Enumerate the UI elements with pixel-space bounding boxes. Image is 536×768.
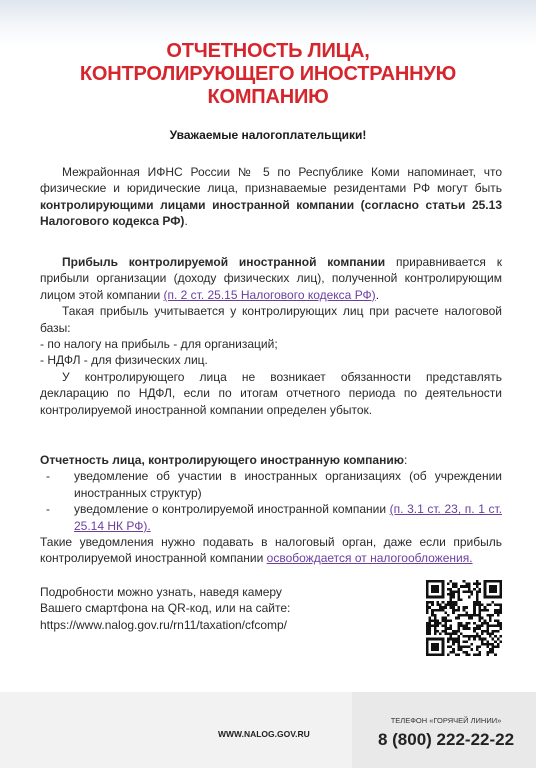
profit-bold: Прибыль контролируемой иностранной компании	[62, 255, 386, 269]
more-info-line-2: Вашего смартфона на QR-код, или на сайте:	[40, 601, 291, 616]
reporting-note-text: Такие уведомления нужно подавать в налоговый орган, даже если прибыль контролируемой иностранной компании	[40, 535, 502, 566]
more-info	[40, 584, 360, 633]
reporting-heading-end: :	[403, 453, 408, 467]
accounting-item-2: - НДФЛ - для физических лиц.	[40, 353, 208, 368]
intro-text: Межрайонная ИФНС России № 5 по Республике Коми напоминает, что физические и юридические лица, признаваемые резидентами РФ могут быть	[40, 165, 502, 196]
reporting-item-2	[40, 501, 502, 534]
hotline-label: ТЕЛЕФОН «ГОРЯЧЕЙ ЛИНИИ»	[390, 716, 502, 725]
intro-end: .	[184, 214, 188, 229]
reporting-item-text: уведомление о контролируемой иностранной компании	[74, 502, 390, 517]
exemption-link[interactable]: освобождается от налогообложения.	[266, 551, 473, 566]
reporting-list	[40, 468, 502, 534]
reporting-heading: Отчетность лица, контролирующего иностранную компанию	[40, 453, 404, 467]
more-info-line-1: Подробности можно узнать, наведя камеру	[40, 585, 282, 599]
qr-code-icon[interactable]	[426, 580, 502, 656]
page-title	[0, 40, 536, 109]
title-line-1: ОТЧЕТНОСТЬ ЛИЦА,	[166, 40, 370, 62]
reporting-heading-line	[40, 452, 502, 468]
dash-mark: -	[46, 469, 50, 484]
accounting-paragraph: Такая прибыль учитывается у контролирующих лиц при расчете налоговой базы:	[40, 304, 502, 335]
loss-paragraph: У контролирующего лица не возникает обязанности представлять декларацию по НДФЛ, если по итогам отчетного периода по деятельности контролируемой иностранной компании определен убыток.	[40, 369, 502, 417]
profit-end: .	[375, 287, 380, 302]
title-line-2: КОНТРОЛИРУЮЩЕГО ИНОСТРАННУЮ	[79, 63, 457, 85]
reporting-item-1	[40, 468, 502, 501]
profit-law-link[interactable]: (п. 2 ст. 25.15 Налогового кодекса РФ)	[163, 287, 376, 302]
profit-text: приравнивается к прибыли организации (доходу физических лиц), полученной контролирующим лицом этой компании	[40, 255, 502, 302]
more-info-url[interactable]: https://www.nalog.gov.ru/rn11/taxation/cfcomp/	[40, 617, 288, 632]
hotline-phone: 8 (800) 222-22-22	[377, 730, 515, 749]
reporting-section	[40, 452, 502, 567]
accounting-item-1: - по налогу на прибыль - для организаций;	[40, 337, 278, 352]
dash-mark: -	[46, 502, 50, 517]
profit-paragraph	[40, 254, 502, 303]
intro-bold: контролирующими лицами иностранной компании (согласно статьи 25.13 Налогового кодекса РФ)	[40, 197, 502, 229]
profit-section	[40, 254, 502, 418]
intro-paragraph	[40, 164, 502, 230]
title-line-3: КОМПАНИЮ	[207, 86, 329, 108]
greeting: Уважаемые налогоплательщики!	[169, 128, 367, 142]
reporting-law-link[interactable]: (п. 3.1 ст. 23, п. 1 ст. 25.14 НК РФ).	[74, 502, 502, 533]
footer-site[interactable]: WWW.NALOG.GOV.RU	[218, 729, 310, 739]
reporting-item-text: уведомление об участии в иностранных организациях (об учреждении иностранных структур)	[74, 469, 502, 500]
reporting-note	[40, 534, 502, 567]
